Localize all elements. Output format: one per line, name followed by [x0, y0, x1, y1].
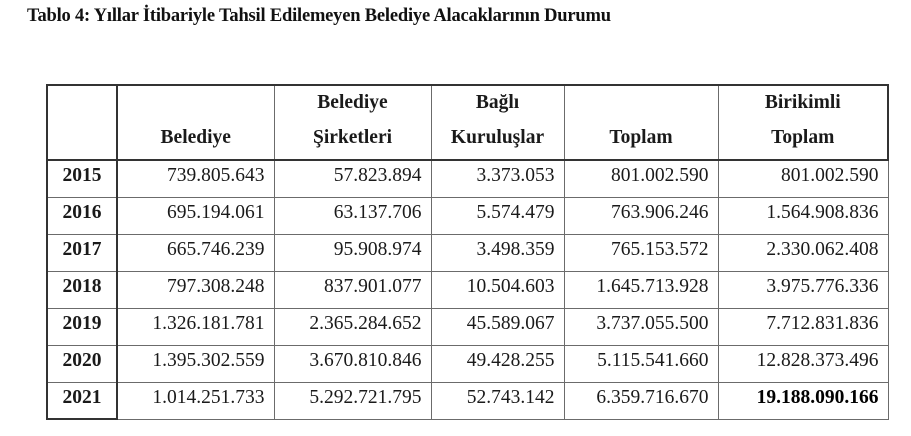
table-row: [47, 160, 888, 197]
cell-birikimli-toplam: 801.002.590: [718, 160, 888, 197]
cell-belediye-sirketleri: 57.823.894: [274, 160, 431, 197]
cell-belediye-sirketleri: 3.670.810.846: [274, 345, 431, 382]
cell-bagli-kuruluslar: 10.504.603: [431, 271, 564, 308]
table-row: [47, 345, 888, 382]
cell-birikimli-toplam-grand-total: 19.188.090.166: [718, 382, 888, 419]
cell-year: 2018: [47, 271, 117, 308]
header-belediye-sirketleri-line2: Şirketleri: [312, 126, 393, 148]
header-year: [47, 85, 117, 160]
cell-birikimli-toplam: 1.564.908.836: [718, 197, 888, 234]
cell-bagli-kuruluslar: 3.373.053: [431, 160, 564, 197]
table-caption: Tablo 4: Yıllar İtibariyle Tahsil Edilemeyen Belediye Alacaklarının Durumu: [27, 6, 611, 26]
cell-belediye: 739.805.643: [117, 160, 274, 197]
cell-belediye-sirketleri: 63.137.706: [274, 197, 431, 234]
header-birikimli-toplam-line1: Birikimli: [764, 92, 841, 113]
cell-toplam: 5.115.541.660: [564, 345, 718, 382]
cell-birikimli-toplam: 3.975.776.336: [718, 271, 888, 308]
header-toplam-label: Toplam: [609, 126, 673, 148]
cell-birikimli-toplam: 12.828.373.496: [718, 345, 888, 382]
header-birikimli-toplam-line2: Toplam: [771, 126, 835, 148]
header-birikimli-toplam: [718, 85, 888, 160]
cell-belediye-sirketleri: 5.292.721.795: [274, 382, 431, 419]
cell-belediye-sirketleri: 95.908.974: [274, 234, 431, 271]
cell-birikimli-toplam: 7.712.831.836: [718, 308, 888, 345]
cell-year: 2017: [47, 234, 117, 271]
cell-bagli-kuruluslar: 52.743.142: [431, 382, 564, 419]
header-toplam: [564, 85, 718, 160]
header-belediye-sirketleri: [274, 85, 431, 160]
cell-belediye: 797.308.248: [117, 271, 274, 308]
receivables-table-container: [46, 84, 889, 420]
table-row: [47, 271, 888, 308]
cell-bagli-kuruluslar: 49.428.255: [431, 345, 564, 382]
cell-year: 2015: [47, 160, 117, 197]
cell-toplam: 801.002.590: [564, 160, 718, 197]
cell-toplam: 3.737.055.500: [564, 308, 718, 345]
table-row: [47, 382, 888, 419]
receivables-table: [46, 84, 889, 420]
cell-year: 2016: [47, 197, 117, 234]
cell-toplam: 6.359.716.670: [564, 382, 718, 419]
cell-toplam: 763.906.246: [564, 197, 718, 234]
header-bagli-kuruluslar: [431, 85, 564, 160]
cell-year: 2020: [47, 345, 117, 382]
cell-toplam: 765.153.572: [564, 234, 718, 271]
cell-birikimli-toplam: 2.330.062.408: [718, 234, 888, 271]
header-belediye-sirketleri-line1: Belediye: [317, 92, 388, 113]
header-belediye-label: Belediye: [160, 126, 231, 148]
cell-belediye: 1.395.302.559: [117, 345, 274, 382]
cell-bagli-kuruluslar: 3.498.359: [431, 234, 564, 271]
cell-bagli-kuruluslar: 5.574.479: [431, 197, 564, 234]
cell-year: 2019: [47, 308, 117, 345]
cell-belediye: 1.014.251.733: [117, 382, 274, 419]
table-row: [47, 197, 888, 234]
header-belediye: [117, 85, 274, 160]
table-header-row: [47, 85, 888, 160]
cell-bagli-kuruluslar: 45.589.067: [431, 308, 564, 345]
cell-belediye: 665.746.239: [117, 234, 274, 271]
cell-toplam: 1.645.713.928: [564, 271, 718, 308]
cell-belediye-sirketleri: 2.365.284.652: [274, 308, 431, 345]
cell-belediye-sirketleri: 837.901.077: [274, 271, 431, 308]
cell-belediye: 695.194.061: [117, 197, 274, 234]
cell-belediye: 1.326.181.781: [117, 308, 274, 345]
header-bagli-kuruluslar-line2: Kuruluşlar: [450, 126, 545, 148]
table-row: [47, 234, 888, 271]
table-row: [47, 308, 888, 345]
header-bagli-kuruluslar-line1: Bağlı: [475, 92, 520, 113]
cell-year: 2021: [47, 382, 117, 419]
